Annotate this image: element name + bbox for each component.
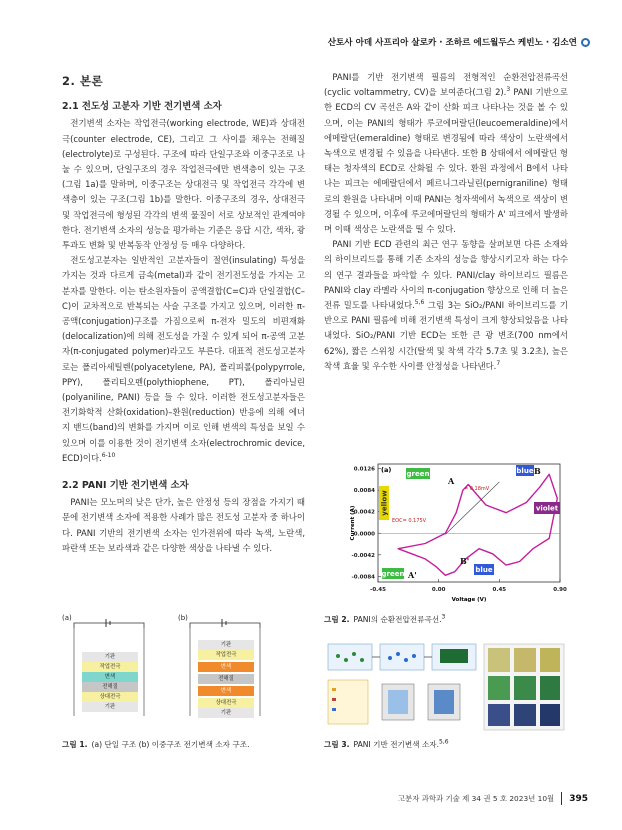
- layer-color: 변색: [82, 672, 138, 682]
- paragraph: PANI는 모노머의 낮은 단가, 높은 안정성 등의 장점을 가지기 때문에 전기변색 소자에 적용한 사례가 많은 전도성 고분자 중 하나이다. PANI 기반의 전기변색 소자는 인가전위에 따라 녹색, 노란색, 파란색 또는 보라색과 같은 다양한 색상을 나타낼 수 있다.: [62, 497, 305, 553]
- panel-label: (a): [381, 466, 392, 474]
- x-tick-label: 0.90: [553, 587, 567, 593]
- tag-violet: violet: [535, 504, 559, 513]
- layer-substrate: 기판: [82, 652, 138, 662]
- section-heading: 2. 본론: [62, 74, 104, 88]
- layer-substrate: 기판: [198, 640, 254, 650]
- layer-counter-electrode: 상대전극: [82, 692, 138, 702]
- y-tick-label: 0.0126: [353, 466, 375, 473]
- layer-substrate: 기판: [198, 708, 254, 718]
- y-tick-label: 0.0000: [353, 531, 375, 538]
- tag-green-bottom: green: [381, 570, 405, 578]
- layer-electrolyte: 전해질: [82, 682, 138, 692]
- x-axis-label: Voltage (V): [451, 597, 487, 603]
- figure-2: [324, 456, 568, 606]
- reference: 3: [506, 86, 511, 94]
- tag-blue: blue: [516, 467, 534, 475]
- subsection-heading-2-1: 2.1 전도성 고분자 기반 전기변색 소자: [62, 101, 222, 113]
- figure-1-caption: 그림 1. (a) 단일 구조 (b) 이중구조 전기변색 소자 구조.: [62, 740, 250, 749]
- cv-chart: [324, 456, 568, 606]
- left-column: [62, 74, 305, 556]
- x-tick-label: 0.00: [431, 587, 446, 593]
- y-tick-label: -0.0042: [351, 552, 375, 559]
- peak-b-prime: B': [460, 556, 470, 566]
- layer-color: 변색: [198, 662, 254, 672]
- tag-green: green: [406, 470, 430, 478]
- figure-3-schematic: [324, 640, 568, 732]
- x-tick-label: -0.45: [370, 587, 386, 593]
- page-footer: [398, 792, 588, 805]
- paragraph: 전기변색 소자는 작업전극(working electrode, WE)과 상대전극(counter electrode, CE), 그리고 그 사이를 채우는 전해질(electrolyte)로 구성된다. 구조에 따라 단일구조와 이중구조로 나눌 수 있으며, 단일구조의 경우 작업전극에만 변색층이 있는 구조(그림 1a)를 말하며, 이중구조는 상대전극 및 작업전극 각각에 변색층이 있는 구조(그림 1b)를 말한다. 이중구조의 경우, 상대전극 및 작업전극에 형성된 각각의 변색 물질이 서로 상보적인 관계여야 한다. 전기변색 소자의 성능을 평가하는 기준은 응답 시간, 색차, 광 투과도 변화 및 반복동작 안정성 등 매우 다양하다.: [62, 118, 305, 251]
- header-authors: 산토사 아데 사프리아 살로카 · 조하르 에드월두스 케빈노 · 김소연: [327, 38, 577, 48]
- peak-a: A: [448, 476, 455, 486]
- panel-label-a: (a): [62, 614, 72, 622]
- circle-icon: [581, 38, 590, 47]
- layer-electrolyte: 전해질: [198, 674, 254, 684]
- peak-label: = 0.18mV: [464, 486, 490, 492]
- layer-counter-electrode: 상대전극: [198, 698, 254, 708]
- layer-working-electrode: 작업전극: [82, 662, 138, 672]
- figure-3: [324, 640, 568, 732]
- y-axis-label: Current (A): [350, 505, 356, 541]
- running-header: [328, 36, 590, 48]
- y-tick-label: 0.0042: [353, 509, 375, 516]
- tag-blue-bottom: blue: [475, 566, 493, 574]
- paragraph: 전도성고분자는 일반적인 고분자들이 절연(insulating) 특성을 가지는 것과 다르게 금속(metal)과 같이 전기전도성을 가지는 고분자를 말한다. 이는 탄소원자들이 공액결합(C=C)과 단일결합(C–C)이 교차적으로 반복되는 사슬 구조를 가지고 있으며, 이러한 π-공액(conjugation)구조를 가짐으로써 π-전자 밀도의 비편재화(delocalization)에 의해 전도성을 가질 수 있게 되어 π-공액 고분자(π-conjugated polymer)라고도 부른다. 대표적 전도성고분자로는 폴리아세틸렌(polyacetylene, PA), 폴리피롤(polypyrrole, PPY), 폴리티오펜(polythiophene, PT), 폴리아닐린(polyaniline, PANI) 등을 들 수 있다. 이러한 전도성고분자들은 전기화학적 산화(oxidation)–환원(reduction) 반응에 의해 에너지 밴드(band)의 변화를 가지며 이로 인해 변색의 특성을 보일 수 있으며 이를 이용한 것이 전기변색 소자(electrochromic device, ECD)이다.$^{6-10}$: [62, 255, 305, 463]
- eoc-label: EOC= 0.175V: [392, 517, 427, 524]
- peak-a-prime: A': [408, 570, 417, 580]
- journal-info: 고분자 과학과 기술 제 34 권 5 호 2023년 10월: [397, 794, 555, 803]
- right-column: [324, 70, 568, 374]
- figure-2-caption: 그림 2. PANI의 순환전압전류곡선.$^3$: [324, 613, 446, 624]
- paragraph: PANI를 기반 전기변색 필름의 전형적인 순환전압전류곡선(cyclic voltammetry, CV)을 보여준다(그림 2).$^3$ PANI 기반으로 한 ECD의 CV 곡선은 A와 같이 산화 피크 나타나는 것을 볼 수 있으며, 이는 PANI의 형태가 루코에머랄딘(leucoemeraldine)에서 에메랄딘(emeraldine) 형태로 변경됨에 따라 색상이 노란색에서 녹색으로 변경될 수 있음을 나타낸다. 또한 B 상태에서 에메랄딘 형태는 청자색의 ECD로 산화될 수 있다. 환원 과정에서 B에서 나타나는 피크는 에메랄딘에서 페르니그라닐린(pernigraniline) 형태로의 환원을 나타내며 이때 PANI는 청자색에서 녹색으로 색상이 변경될 수 있으며, 이후에 루코에머랄딘의 형태가 A' 피크에서 발생하며 이때 색상은 노란색을 띨 수 있다.: [324, 72, 568, 235]
- y-tick-label: 0.0084: [353, 488, 375, 495]
- page-number: 395: [569, 793, 588, 804]
- y-tick-label: -0.0084: [351, 574, 375, 581]
- layer-substrate: 기판: [82, 702, 138, 712]
- tag-yellow: yellow: [380, 490, 389, 516]
- peak-b: B: [534, 466, 541, 476]
- divider: [561, 792, 562, 805]
- subsection-heading-2-2: 2.2 PANI 기반 전기변색 소자: [62, 480, 189, 492]
- paragraph: PANI 기반 ECD 관련의 최근 연구 동향을 살펴보면 다른 소재와의 하이브리드를 통해 기존 소자의 성능을 향상시키고자 하는 다수의 연구 결과들을 파악할 수 있다. PANI/clay 하이브리드 필름은 PANI와 clay 라멜라 사이의 π-conjugation 향상으로 인해 더 높은 전류 밀도를 나타내었다.$^{5,6}$ 그림 3는 SiO₂/PANI 하이브리드를 기반으로 PANI 필름에 비해 전기변색 특성이 크게 향상되었음을 나타내었다. SiO₂/PANI 기반 ECD는 또한 큰 광 변조(700 nm에서 62%), 짧은 스위칭 시간(탈색 및 착색 각각 5.7초 및 3.2초), 높은 착색 효율 및 우수한 사이클 안정성을 나타낸다.$^7$: [324, 239, 568, 371]
- reference: 6-10: [101, 452, 116, 460]
- layer-working-electrode: 작업전극: [198, 650, 254, 660]
- figure-1: [62, 614, 307, 724]
- panel-label-b: (b): [178, 614, 188, 622]
- layer-color: 변색: [198, 686, 254, 696]
- figure-3-caption: 그림 3. PANI 기반 전기변색 소자.$^{5,6}$: [324, 738, 449, 749]
- reference: 7: [496, 360, 501, 368]
- reference: 5,6: [414, 299, 425, 307]
- x-tick-label: 0.45: [492, 587, 507, 593]
